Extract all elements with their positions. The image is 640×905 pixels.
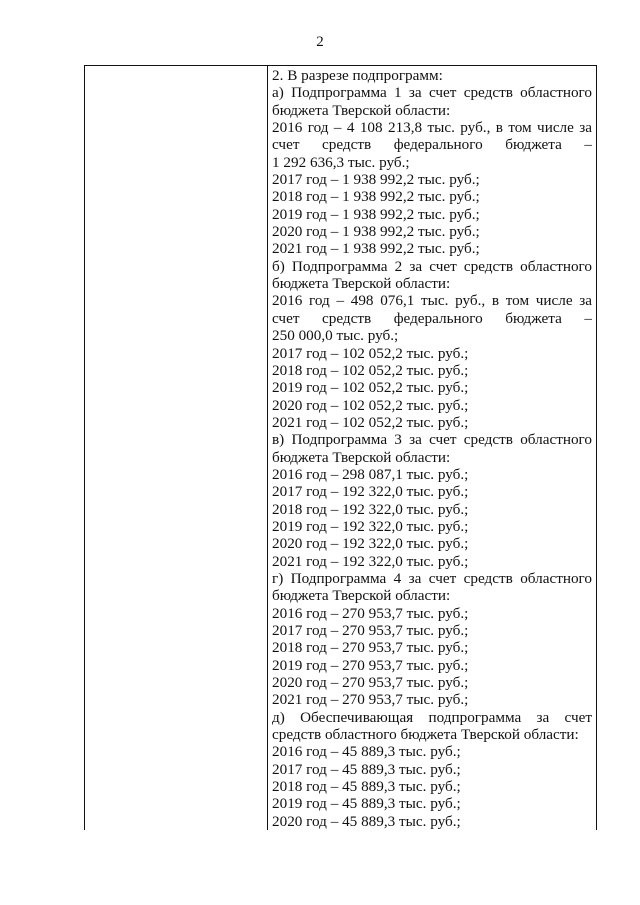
text-line: 1 292 636,3 тыс. руб.; <box>272 153 410 171</box>
text-line: 2017 год – 1 938 992,2 тыс. руб.; <box>272 171 480 189</box>
text-line: 2021 год – 270 953,7 тыс. руб.; <box>272 691 469 709</box>
text-line: 2018 год – 102 052,2 тыс. руб.; <box>272 361 469 379</box>
text-line: 2018 год – 1 938 992,2 тыс. руб.; <box>272 188 480 206</box>
text-line: 2020 год – 270 953,7 тыс. руб.; <box>272 674 469 692</box>
text-line: счет средств федерального бюджета – <box>272 136 592 154</box>
table-left-column <box>85 66 268 830</box>
text-line: бюджета Тверской области: <box>272 275 451 293</box>
text-line: 2020 год – 1 938 992,2 тыс. руб.; <box>272 223 480 241</box>
text-line: в) Подпрограмма 3 за счет средств областного <box>272 431 592 449</box>
text-line: 2019 год – 102 052,2 тыс. руб.; <box>272 379 469 397</box>
text-line: 2016 год – 498 076,1 тыс. руб., в том числе за <box>272 292 592 310</box>
text-line: 2017 год – 270 953,7 тыс. руб.; <box>272 622 469 639</box>
text-line: 2017 год – 192 322,0 тыс. руб.; <box>272 483 469 501</box>
text-line: 2016 год – 270 953,7 тыс. руб.; <box>272 604 469 622</box>
text-line: 2019 год – 192 322,0 тыс. руб.; <box>272 517 469 535</box>
text-line: 2018 год – 45 889,3 тыс. руб.; <box>272 778 461 796</box>
text-line: 2018 год – 270 953,7 тыс. руб.; <box>272 639 469 657</box>
text-line: 2019 год – 270 953,7 тыс. руб.; <box>272 656 469 674</box>
text-line: 2016 год – 45 889,3 тыс. руб.; <box>272 743 461 761</box>
text-line: средств областного бюджета Тверской области: <box>272 726 579 744</box>
text-line: 250 000,0 тыс. руб.; <box>272 327 399 345</box>
table-right-column <box>269 67 595 830</box>
text-line: д) Обеспечивающая подпрограмма за счет <box>272 708 592 726</box>
text-line: бюджета Тверской области: <box>272 587 451 605</box>
text-line: 2016 год – 298 087,1 тыс. руб.; <box>272 465 469 483</box>
text-line: бюджета Тверской области: <box>272 448 451 466</box>
text-line: 2020 год – 192 322,0 тыс. руб.; <box>272 535 469 553</box>
text-line: 2. В разрезе подпрограмм: <box>272 67 443 84</box>
text-line: б) Подпрограмма 2 за счет средств областного <box>272 257 592 275</box>
text-line: г) Подпрограмма 4 за счет средств областного <box>272 569 592 587</box>
text-line: 2020 год – 102 052,2 тыс. руб.; <box>272 396 469 414</box>
document-table <box>84 65 597 830</box>
text-line: 2017 год – 45 889,3 тыс. руб.; <box>272 760 461 778</box>
text-line: 2019 год – 1 938 992,2 тыс. руб.; <box>272 205 480 223</box>
text-line: бюджета Тверской области: <box>272 101 451 119</box>
text-line: 2016 год – 4 108 213,8 тыс. руб., в том числе за <box>272 119 592 137</box>
text-line: 2021 год – 102 052,2 тыс. руб.; <box>272 413 469 431</box>
text-line: 2018 год – 192 322,0 тыс. руб.; <box>272 500 469 518</box>
text-line: счет средств федерального бюджета – <box>272 309 592 327</box>
text-line: а) Подпрограмма 1 за счет средств областного <box>272 84 592 102</box>
text-line: 2021 год – 1 938 992,2 тыс. руб.; <box>272 240 480 258</box>
text-line: 2021 год – 192 322,0 тыс. руб.; <box>272 552 469 570</box>
text-line: 2019 год – 45 889,3 тыс. руб.; <box>272 795 461 813</box>
text-line: 2017 год – 102 052,2 тыс. руб.; <box>272 344 469 362</box>
text-line: 2020 год – 45 889,3 тыс. руб.; <box>272 812 461 830</box>
page-number: 2 <box>316 34 324 50</box>
